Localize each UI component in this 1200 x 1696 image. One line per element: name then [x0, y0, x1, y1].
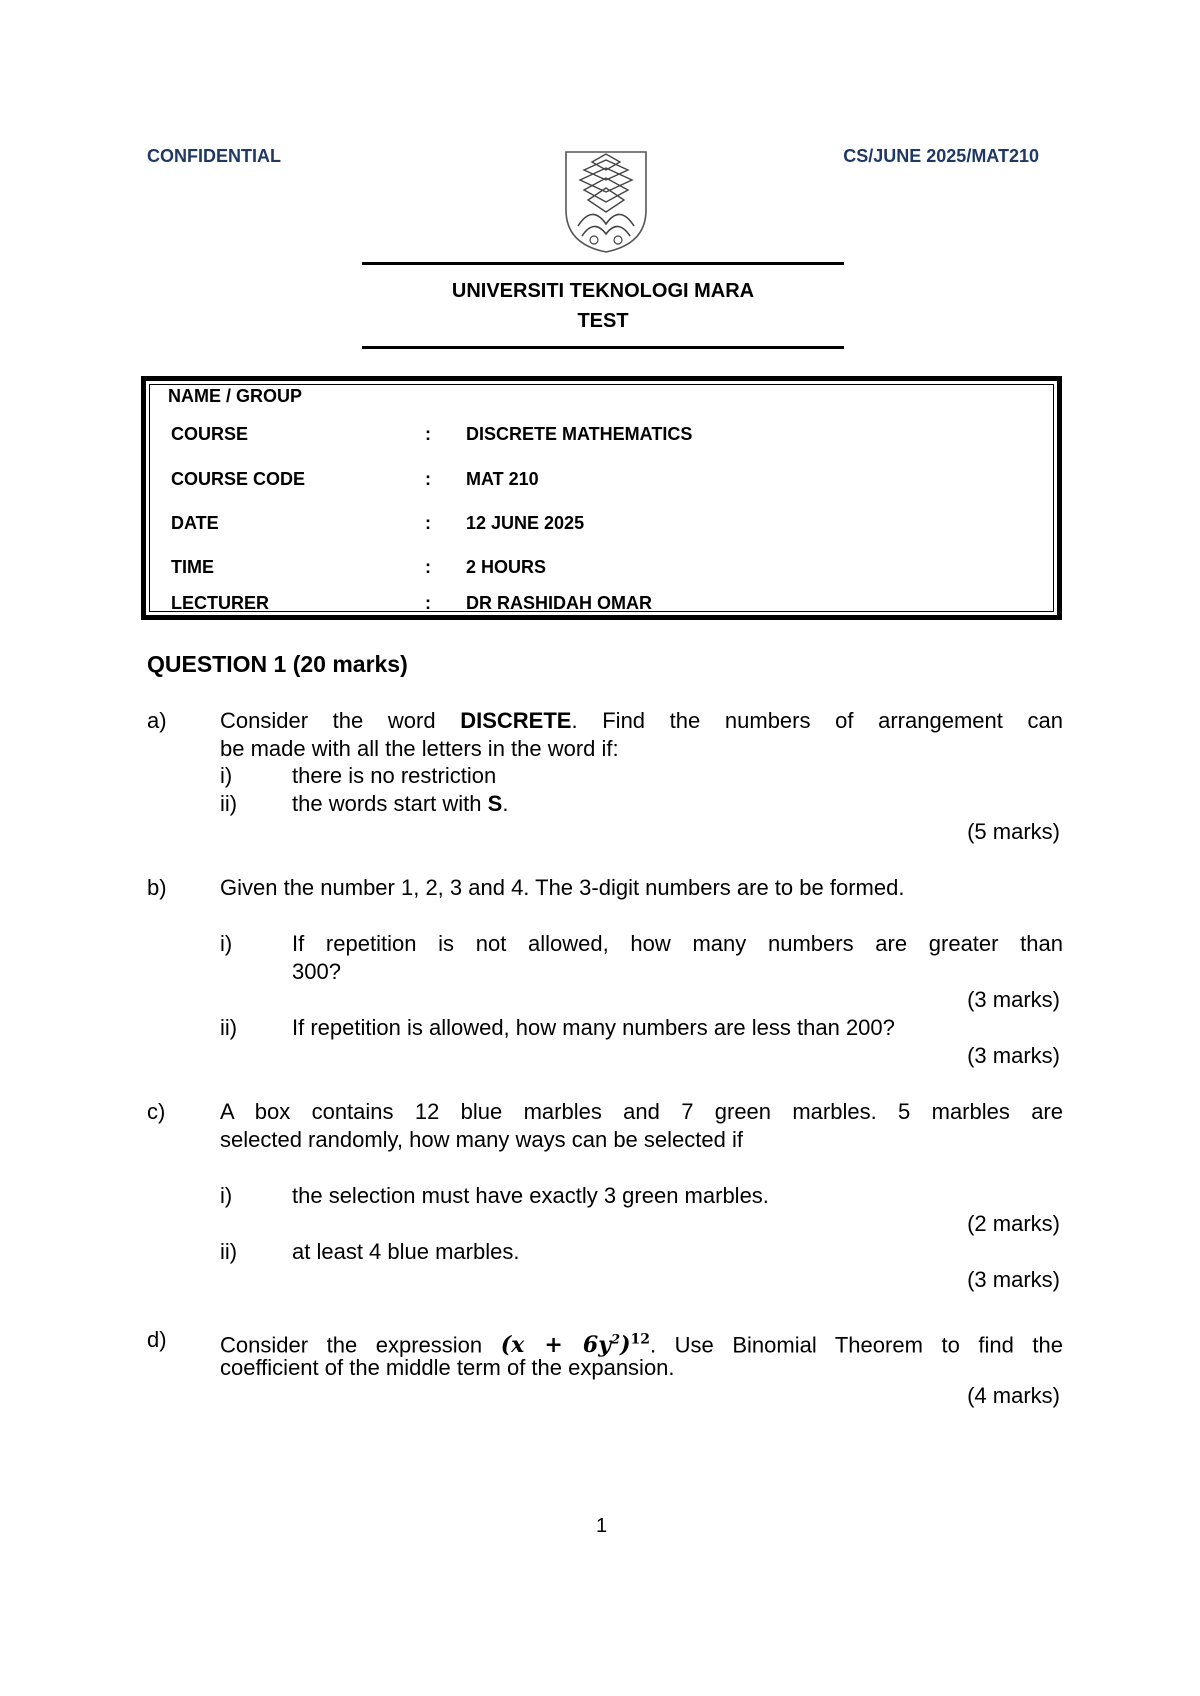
part-b-label: b): [147, 875, 167, 900]
part-a-i-text: there is no restriction: [292, 763, 497, 788]
university-name: UNIVERSITI TEKNOLOGI MARA: [451, 280, 755, 302]
part-d-line2: coefficient of the middle term of the expansion.: [220, 1355, 675, 1380]
expr-open: (x + 6y: [500, 1332, 612, 1359]
part-b-i-line2: 300?: [292, 959, 341, 984]
part-a-i-label: i): [220, 763, 233, 788]
name-group-label: NAME / GROUP: [168, 386, 303, 406]
expr-close: ): [620, 1332, 631, 1359]
part-d-label: d): [147, 1327, 167, 1352]
part-b-i-marks: (3 marks): [967, 987, 1060, 1012]
course-value: DISCRETE MATHEMATICS: [466, 424, 693, 444]
part-c-line2: selected randomly, how many ways can be selected if: [220, 1127, 743, 1152]
course-info-box: [141, 376, 1062, 620]
lecturer-label: LECTURER: [171, 593, 269, 613]
page-number: 1: [596, 1515, 608, 1537]
course-info-inner-border: [149, 384, 1054, 612]
course-code-value: MAT 210: [466, 469, 539, 489]
document-type: TEST: [577, 310, 629, 332]
part-b-i-label: i): [220, 931, 233, 956]
part-d-post: . Use Binomial Theorem to find the: [649, 1332, 1063, 1358]
lecturer-colon: :: [425, 593, 431, 613]
part-b-text: Given the number 1, 2, 3 and 4. The 3-digit numbers are to be formed.: [220, 875, 905, 900]
part-b-ii-marks: (3 marks): [967, 1043, 1060, 1068]
part-a-word: DISCRETE: [460, 708, 572, 733]
part-a-ii-post: .: [502, 791, 509, 816]
part-a-ii-letter: S: [487, 791, 503, 816]
university-crest-icon: [562, 148, 650, 254]
title-bottom-rule: [362, 346, 844, 349]
confidential-label: CONFIDENTIAL: [147, 146, 281, 166]
lecturer-value: DR RASHIDAH OMAR: [466, 593, 652, 613]
part-a-ii-pre: the words start with: [292, 791, 482, 816]
expr-power: 12: [630, 1332, 650, 1348]
part-a-label: a): [147, 708, 167, 733]
part-d-marks: (4 marks): [967, 1383, 1060, 1408]
part-c-ii-marks: (3 marks): [967, 1267, 1060, 1292]
course-label: COURSE: [171, 424, 249, 444]
course-code-colon: :: [425, 469, 431, 489]
part-c-i-text: the selection must have exactly 3 green marbles.: [292, 1183, 769, 1208]
part-c-label: c): [147, 1099, 166, 1124]
part-a-ii-text: [292, 790, 508, 818]
part-b-i-line1: If repetition is not allowed, how many numbers are greater than: [292, 931, 1063, 956]
part-c-line1: A box contains 12 blue marbles and 7 green marbles. 5 marbles are: [220, 1099, 1063, 1124]
paper-code: CS/JUNE 2025/MAT210: [843, 146, 1039, 166]
date-value: 12 JUNE 2025: [466, 513, 585, 533]
part-c-i-label: i): [220, 1183, 233, 1208]
time-value: 2 HOURS: [466, 557, 547, 577]
question-title: QUESTION 1 (20 marks): [147, 651, 408, 677]
course-code-label: COURSE CODE: [171, 469, 306, 489]
date-colon: :: [425, 513, 431, 533]
part-a-marks: (5 marks): [967, 819, 1060, 844]
part-a-line1-post: . Find the numbers of arrangement can: [571, 708, 1063, 733]
part-a-line1-pre: Consider the word: [220, 708, 436, 733]
part-c-i-marks: (2 marks): [967, 1211, 1060, 1236]
expr-square: 2: [611, 1333, 621, 1348]
time-label: TIME: [171, 557, 214, 577]
part-a-line1: [220, 707, 1063, 735]
part-a-ii-label: ii): [220, 791, 238, 816]
part-c-ii-label: ii): [220, 1239, 238, 1264]
part-d-pre: Consider the expression: [220, 1332, 483, 1358]
part-a-line2: be made with all the letters in the word if:: [220, 736, 619, 761]
time-colon: :: [425, 557, 431, 577]
part-b-ii-label: ii): [220, 1015, 238, 1040]
course-colon: :: [425, 424, 431, 444]
date-label: DATE: [171, 513, 219, 533]
part-c-ii-text: at least 4 blue marbles.: [292, 1239, 520, 1264]
title-top-rule: [362, 262, 844, 265]
part-b-ii-text: If repetition is allowed, how many numbers are less than 200?: [292, 1015, 895, 1040]
